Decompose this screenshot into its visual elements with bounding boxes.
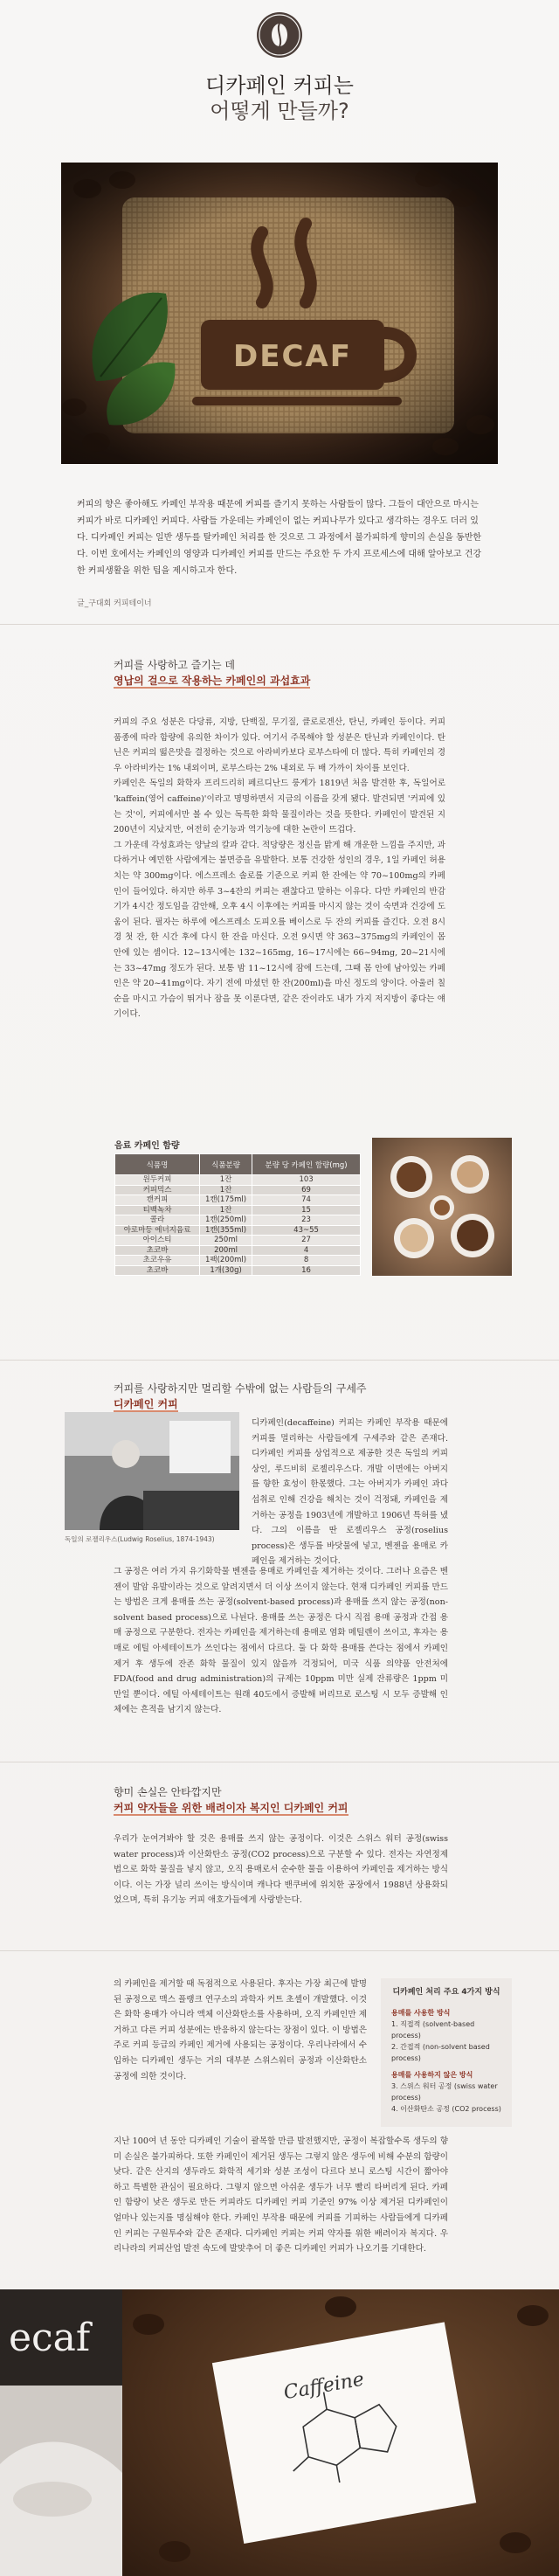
table-cell: 초코우유: [115, 1256, 200, 1266]
table-cell: 아이스티: [115, 1236, 200, 1246]
mug-text: ecaf: [9, 2316, 91, 2360]
sidebox-item: 1. 직접적 (solvent-based process): [391, 2020, 475, 2039]
table-header-cell: 식품명: [115, 1154, 200, 1175]
section3-body-1: 우리가 눈여겨봐야 할 것은 용매를 쓰지 않는 공정이다. 이것은 스위스 워터 공정(swiss water process)과 이산화탄소 공정(CO2 process)으로 구분할 수 있다. 전자는 자연정제법으로 화학 물질을 넣지 않고, 오직 용매로서 순수한 물을 이용하여 카페인을 제거하는 방식이다. 이는 가장 널리 쓰이는 방식이며 캐나다 밴쿠버에 위치한 공장에서 1988년 상용화되었으며, 특히 유기농 커피 애호가들에게 사랑받는다.: [114, 1834, 448, 1906]
section3-heading-line2: 커피 약자들을 위한 배려이자 복지인 디카페인 커피: [114, 1802, 349, 1814]
table-cell: 69: [252, 1185, 361, 1195]
sidebox-item: 3. 스위스 워터 공정 (swiss water process): [391, 2082, 498, 2102]
table-cell: 1잔: [199, 1175, 252, 1186]
section2-heading-line2: 디카페인 커피: [114, 1398, 178, 1410]
table-row: [115, 1245, 361, 1256]
hero-image: [61, 163, 498, 464]
section1-heading: [114, 657, 310, 689]
table-cell: 초코바: [115, 1245, 200, 1256]
table-cell: 103: [252, 1175, 361, 1186]
caffeine-table-title: 음료 카페인 함량: [114, 1141, 180, 1151]
title-line-1: 디카페인 커피는: [205, 73, 354, 98]
title-line-2: 어떻게 만들까?: [210, 99, 349, 123]
table-cell: 원두커피: [115, 1175, 200, 1186]
caffeine-label: Caffeine: [281, 2368, 366, 2405]
section2-heading: [114, 1381, 367, 1412]
table-row: [115, 1215, 361, 1226]
table-cell: 초코바: [115, 1265, 200, 1276]
caffeine-formula-photo: [122, 2289, 559, 2576]
sidebox-item: 4. 이산화탄소 공정 (CO2 process): [391, 2105, 501, 2113]
table-cell: 1잔: [199, 1205, 252, 1215]
table-header-row: [115, 1154, 361, 1175]
table-header-cell: 분량 당 카페인 함량(mg): [252, 1154, 361, 1175]
table-cell: 1캔(250ml): [199, 1215, 252, 1226]
section-divider: [0, 1950, 559, 1951]
table-cell: 4: [252, 1245, 361, 1256]
table-cell: 콜라: [115, 1215, 200, 1226]
coffee-cups-photo: [372, 1138, 512, 1276]
table-row: [115, 1225, 361, 1236]
page-title: [0, 73, 559, 124]
table-cell: 27: [252, 1236, 361, 1246]
decaf-methods-box: [381, 1978, 512, 2127]
section2-heading-line1: 커피를 사랑하지만 멀리할 수밖에 없는 사람들의 구세주: [114, 1382, 367, 1395]
table-row: [115, 1195, 361, 1206]
table-header-cell: 식품분량: [199, 1154, 252, 1175]
table-row: [115, 1256, 361, 1266]
sidebox-item: 2. 간접적 (non-solvent based process): [391, 2043, 490, 2062]
table-row: [115, 1236, 361, 1246]
section-divider: [0, 1360, 559, 1361]
author-byline: 글_구대회 커피테이너: [77, 599, 152, 608]
portrait-caption: 독일의 로젤리우스(Ludwig Roselius, 1874-1943): [65, 1535, 215, 1543]
table-row: [115, 1265, 361, 1276]
section2-body-top: 디카페인(decaffeine) 커피는 카페인 부작용 때문에 커피를 멀리하는 사람들에게 구세주와 같은 존재다. 디카페인 커피를 상업적으로 제공한 것은 독일의 커피 상인, 루드비히 로젤리우스다. 개발 이면에는 아버지를 향한 효성이 한몫했다. 그는 아버지가 카페인 과다 섭취로 인해 건강을 해치는 것이 걱정돼, 카페인을 제거하는 공정을 1903년에 개발하고 1906년 특허를 냈다. 그의 이름을 딴 로젤리우스 공정(roselius process)은 생두를 바닷물에 넣고, 벤젠을 용매로 카페인을 제거하는 것이다.: [252, 1418, 448, 1567]
table-body: [115, 1175, 361, 1276]
section1-heading-line1: 커피를 사랑하고 즐기는 데: [114, 659, 235, 671]
table-row: [115, 1175, 361, 1186]
table-cell: 200ml: [199, 1245, 252, 1256]
caffeine-table: [114, 1153, 361, 1276]
table-cell: 커피믹스: [115, 1185, 200, 1195]
table-cell: 74: [252, 1195, 361, 1206]
section3-body-3: 지난 100여 년 동안 디카페인 기술이 괄목할 만큼 발전했지만, 공정이 복잡할수록 생두의 향미 손실은 불가피하다. 또한 카페인이 제거된 생두는 그렇지 않은 생두에 비해 수분의 함량이 낮다. 같은 산지의 생두라도 화학적 세기와 성분 조성이 다르다 보니 로스팅 시간이 짧아야 하고 특별한 관심이 필요하다. 그렇지 않으면 아쉬운 생두가 너무 빨리 타버리게 된다. 카페인 함량이 낮은 생두로 만든 커피라도 디카페인 커피 기준인 97% 이상 제거된 디카페인이 얼마나 있는지를 명심해야 한다. 카페인 부작용 때문에 커피를 기피하는 사람들에게 디카페인 커피는 구원투수와 같은 존재다. 디카페인 커피는 커피 약자를 위한 배려이자 복지다. 우리나라의 커피산업 발전 속도에 발맞추어 더 좋은 디카페인 커피가 나오기를 기대한다.: [114, 2136, 448, 2254]
roselius-portrait: [65, 1412, 239, 1530]
sidebox-title: 디카페인 처리 주요 4가지 방식: [392, 1988, 500, 1997]
table-cell: 캔커피: [115, 1195, 200, 1206]
table-row: [115, 1185, 361, 1195]
intro-paragraph: 커피의 향은 좋아해도 카페인 부작용 때문에 커피를 즐기지 못하는 사람들이 많다. 그들이 대안으로 마시는 커피가 바로 디카페인 커피다. 사람들 가운데는 카페인이 없는 커피나무가 있다고 생각하는 경우도 더러 있다. 디카페인 커피는 일반 생두를 탈카페인 처리를 한 것으로 그 과정에서 불가피하게 향미의 손실을 동반한다. 이번 호에서는 카페인의 영양과 디카페인 커피를 만드는 주요한 두 가지 프로세스에 대해 알아보고 건강한 커피생활을 위한 팁을 제시하고자 한다.: [77, 500, 482, 576]
section1-heading-line2: 영납의 걸으로 작용하는 카페인의 과섭효과: [114, 675, 311, 687]
table-cell: 1캔(175ml): [199, 1195, 252, 1206]
table-row: [115, 1205, 361, 1215]
table-cell: 43~55: [252, 1225, 361, 1236]
table-cell: 15: [252, 1205, 361, 1215]
sidebox-group1-heading: 용매를 사용한 방식: [391, 2009, 451, 2017]
table-cell: 8: [252, 1256, 361, 1266]
decaf-mug-photo: [0, 2289, 122, 2576]
section3-heading-line1: 향미 손실은 안타깝지만: [114, 1786, 222, 1798]
section-divider: [0, 624, 559, 625]
table-cell: 티백녹차: [115, 1205, 200, 1215]
table-cell: 1개(30g): [199, 1265, 252, 1276]
coffee-bean-logo: [255, 10, 304, 59]
table-cell: 250ml: [199, 1236, 252, 1246]
table-cell: 1잔: [199, 1185, 252, 1195]
section3-body-2: 의 카페인을 제거할 때 독점적으로 사용된다. 후자는 가장 최근에 발명된 공정으로 맥스 플랭크 연구소의 과학자 커트 초셀이 개발했다. 이것은 화학 용매가 아니라 액체 이산화탄소를 사용하며, 오직 카페인만 제거하고 다른 커피 성분에는 반응하지 않는다는 장점이 있다. 이 방법은 주로 커피 등급의 카페인 제거에 사용되는 공정이다. 우리나라에서 수입하는 디카페인 생두는 거의 대부분 스위스워터 공정과 이산화탄소 공정에 의한 것이다.: [114, 1979, 367, 2081]
sidebox-group2-heading: 용매를 사용하지 않은 방식: [391, 2071, 473, 2079]
section1-body: 커피의 주요 성분은 다당류, 지방, 단백질, 무기질, 클로로겐산, 탄닌, 카페인 등이다. 커피 품종에 따라 함량에 유의한 차이가 있다. 여기서 주목해야 할 성분은 탄닌과 카페인이다. 탄닌은 커피의 떫은맛을 결정하는 것으로 아라비카보다 로부스타에 더 많다. 특히 카페인의 경우 아라비카는 1% 내외이며, 로부스타는 2% 내외로 두 배 가까이 차이를 보인다. 카페인은 독일의 화학자 프리드리히 페르디난드 룽게가 1819년 처음 발견한 후, 독일어로 'kaffein(영어 caffeine)'이라고 명명하면서 지금의 이름을 갖게 됐다. 발견되면 '커피에 있는 것'이, 커피에서만 볼 수 있는 독특한 화학 물질이라는 것을 뜻한다. 카페인이 발견된 지 200년이 지났지만, 여전히 순기능과 역기능에 대한 논란이 뜨겁다. 그 가운데 각성효과는 양날의 칼과 같다. 적당량은 정신을 맑게 해 개운한 느낌을 주지만, 과다하거나 예민한 사람에게는 불면증을 유발한다. 보통 건강한 성인의 경우, 1일 카페인 허용치는 약 300mg이다. 에스프레소 솔로를 기준으로 커피 한 잔에는 약 70~100mg의 카페인이 들어있다. 하지만 하루 3~4잔의 커피는 괜찮다고 말하는 이유다. 다만 카페인의 반감기가 4시간 정도임을 감안해, 오후 4시 이후에는 커피를 마시지 않는 것이 숙면과 건강에 도움이 된다. 필자는 하루에 에스프레소 도피오를 베이스로 두 잔의 커피를 즐긴다. 오전 8시경 첫 잔, 한 시간 후에 다시 한 잔을 마신다. 오전 9시면 약 363~375mg의 카페인이 몸 안에 있는 셈이다. 12~13시에는 132~165mg, 16~17시에는 66~94mg, 20~21시에는 33~47mg 정도가 된다. 보통 밤 11~12시에 잠에 드는데, 그때 몸 안에 남아있는 카페인은 약 20~41mg이다. 자기 전에 마셨던 한 잔(200ml)을 마신 정도의 양이다. 아울러 칠순을 마시고 가슴이 뛰거나 잠을 못 이룬다면, 같은 잔이라도 내가 가지 저지방이 좋다는 얘기이다.: [114, 717, 445, 1020]
table-cell: 23: [252, 1215, 361, 1226]
section3-heading: [114, 1784, 349, 1816]
table-cell: 16: [252, 1265, 361, 1276]
table-cell: 1팩(200ml): [199, 1256, 252, 1266]
section2-body-bottom: 그 공정은 여러 가지 유기화학물 벤젠을 용매로 카페인을 제거하는 것이다. 그러나 요즘은 벤젠이 발암 유발이라는 것으로 알려지면서 더 이상 쓰이지 않는다. 현재 디카페인 커피를 만드는 방법은 크게 용매를 쓰는 공정(solvent-based process)과 용매를 쓰지 않는 공정(non-solvent based process)으로 나뉜다. 용매를 쓰는 공정은 다시 직접 용매 공정과 간접 용매 공정으로 구분한다. 전자는 카페인을 제거하는데 용매로 염화 메틸렌이 쓰이고, 후자는 용매로 에틸 아세테이트가 쓰인다는 점에서 다르다. 둘 다 화학 용매를 쓴다는 점에서 카페인 제거 후 생두에 잔존 화학 물질이 있지 않을까 걱정되어, 미국 식품 의약품 안전처에 FDA(food and drug administration)의 규제는 10ppm 미만 실제 잔류량은 1ppm 미만일 뿐이다. 에틸 아세테이트는 원래 40도에서 증발해 버리므로 로스팅 시 모두 증발해 인체에는 흔적을 남기지 않는다.: [114, 1567, 449, 1715]
table-cell: 1캔(355ml): [199, 1225, 252, 1236]
table-cell: 아로마등 에너지음료: [115, 1225, 200, 1236]
